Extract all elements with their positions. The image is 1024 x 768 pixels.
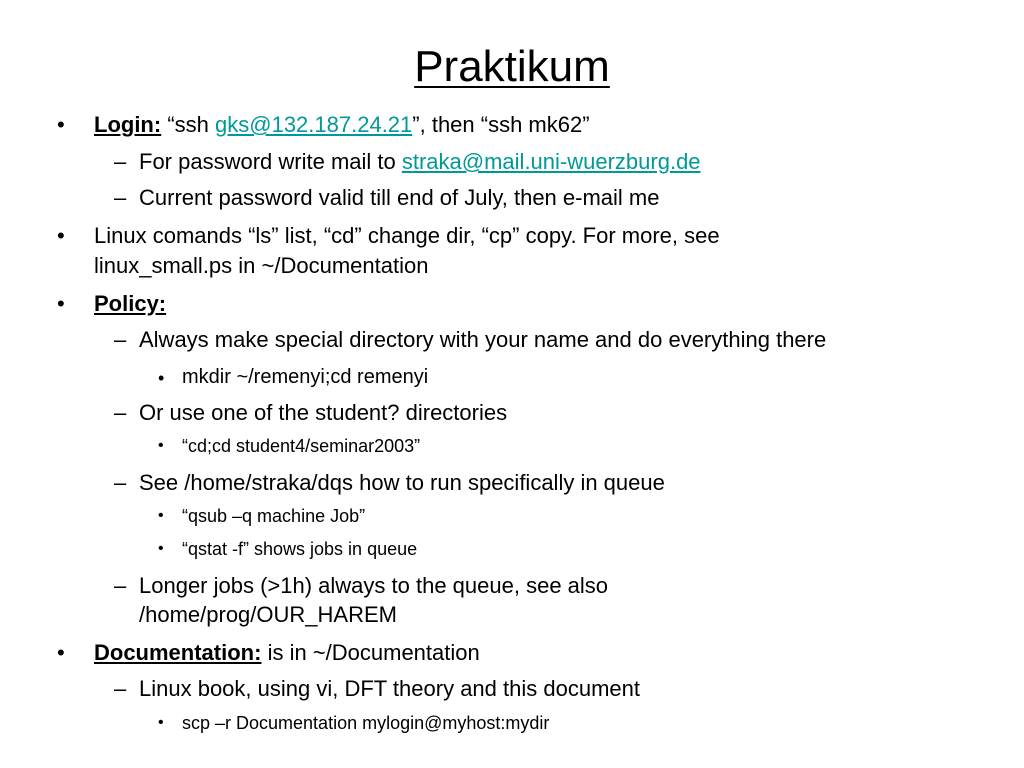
login-text-pre: “ssh (167, 112, 216, 137)
policy-qstat-text: “qstat -f” shows jobs in queue (182, 539, 418, 559)
slide-title: Praktikum (414, 42, 610, 91)
dash-or-use: – (114, 400, 127, 425)
policy-see-home-text: See /home/straka/dqs how to run specifically in queue (139, 470, 665, 495)
policy-or-use-text: Or use one of the student? directories (139, 400, 508, 425)
password-valid-text: Current password valid till end of July, then e-mail me (139, 185, 660, 210)
dash-always: – (114, 327, 127, 352)
dash-longer: – (114, 573, 127, 598)
policy-mkdir-text: mkdir ~/remenyi;cd remenyi (182, 366, 429, 388)
documentation-text: is in ~/Documentation (261, 640, 480, 665)
login-line (94, 110, 590, 140)
policy-cd-student-text: “cd;cd student4/seminar2003” (182, 436, 421, 456)
login-label: Login: (94, 112, 162, 137)
dash-linux-book: – (114, 676, 127, 701)
policy-qsub-text: “qsub –q machine Job” (182, 506, 366, 526)
bullet-qstat: • (158, 540, 164, 557)
documentation-linux-book-text: Linux book, using vi, DFT theory and this document (139, 676, 640, 701)
documentation-line (94, 638, 480, 668)
policy-longer-line-1: Longer jobs (>1h) always to the queue, see also (139, 573, 609, 598)
documentation-label: Documentation: (94, 640, 262, 665)
bullet-login: • (57, 112, 65, 137)
policy-label: Policy: (94, 291, 167, 316)
documentation-scp-text: scp –r Documentation mylogin@myhost:mydir (182, 713, 550, 733)
password-line (139, 147, 701, 177)
linux-line-2: linux_small.ps in ~/Documentation (94, 253, 429, 278)
bullet-documentation: • (57, 640, 65, 665)
bullet-cd-student: • (158, 437, 164, 454)
dash-valid: – (114, 185, 127, 210)
login-host-link[interactable]: gks@132.187.24.21 (215, 112, 413, 137)
linux-line-1: Linux comands “ls” list, “cd” change dir, “cp” copy. For more, see (94, 223, 720, 248)
dash-password: – (114, 149, 127, 174)
dash-see-home: – (114, 470, 127, 495)
password-email-link[interactable]: straka@mail.uni-wuerzburg.de (401, 149, 701, 174)
password-text: For password write mail to (139, 149, 402, 174)
policy-line (94, 289, 166, 319)
bullet-linux: • (57, 223, 65, 248)
bullet-mkdir: • (158, 368, 165, 388)
policy-longer-line-2: /home/prog/OUR_HAREM (139, 602, 397, 627)
bullet-qsub: • (158, 507, 164, 524)
policy-always-text: Always make special directory with your name and do everything there (139, 327, 827, 352)
bullet-scp: • (158, 714, 164, 731)
bullet-policy: • (57, 291, 65, 316)
login-text-post: ”, then “ssh mk62” (412, 112, 590, 137)
